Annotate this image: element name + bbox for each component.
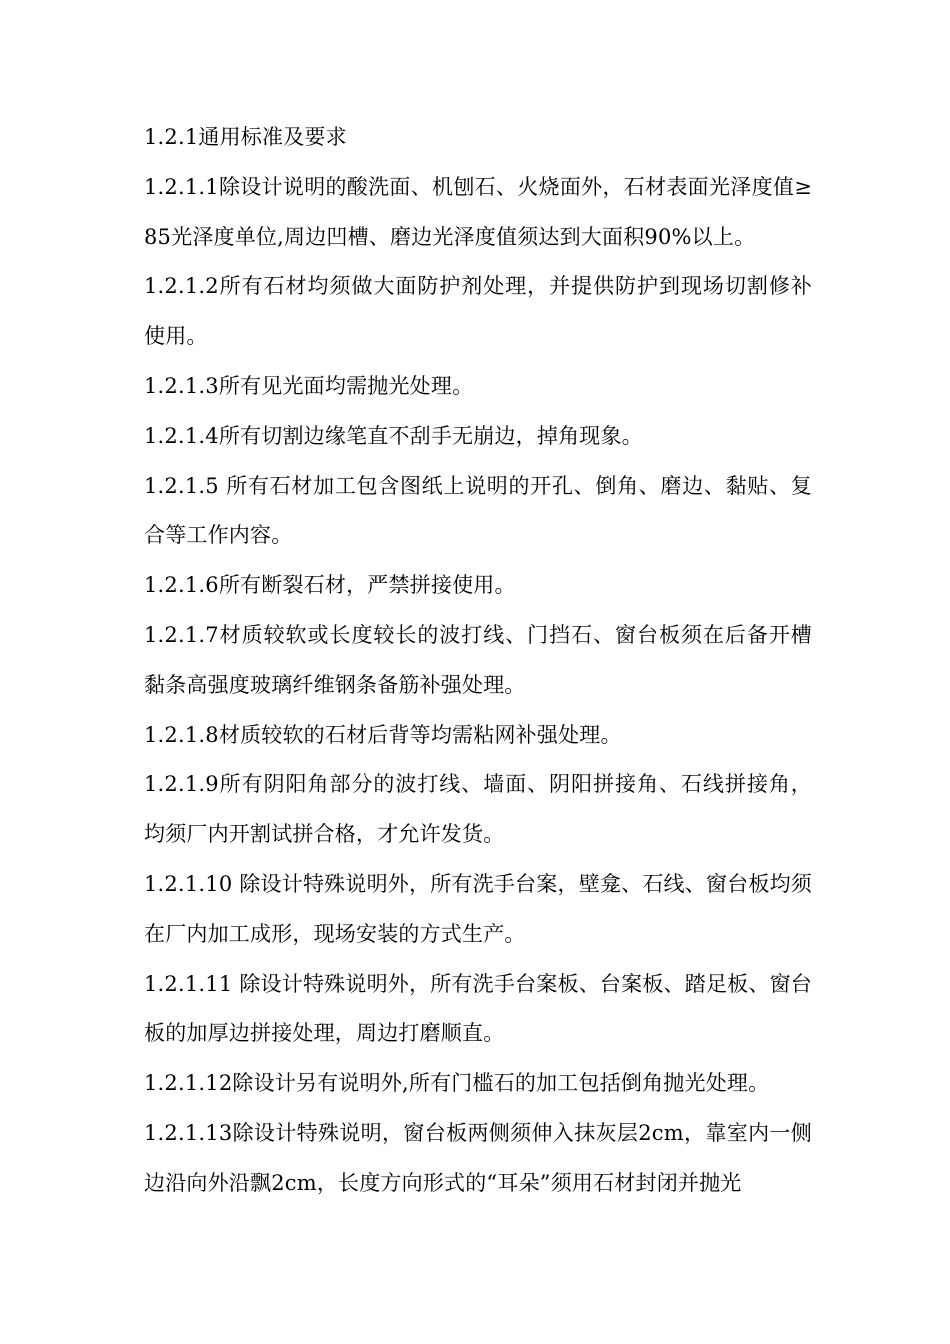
paragraph-1-2-1-13: 1.2.1.13除设计特殊说明，窗台板两侧须伸入抹灰层2cm，靠室内一侧边沿向外沿飘2cm，长度方向形式的“耳朵”须用石材封闭并抛光 [144, 1120, 812, 1195]
paragraph-1-2-1-8: 1.2.1.8材质较软的石材后背等均需粘网补强处理。 [144, 722, 622, 747]
section-heading: 1.2.1通用标准及要求 [144, 125, 347, 149]
paragraph-1-2-1-6: 1.2.1.6所有断裂石材，严禁拼接使用。 [144, 573, 516, 598]
paragraph-1-2-1-11: 1.2.1.11 除设计特殊说明外，所有洗手台案板、台案板、踏足板、窗台板的加厚边拼接处理，周边打磨顺直。 [144, 971, 812, 1046]
paragraph-1-2-1-4: 1.2.1.4所有切割边缘笔直不刮手无崩边，掉角现象。 [144, 423, 643, 448]
paragraph-1-2-1-3: 1.2.1.3所有见光面均需抛光处理。 [144, 373, 474, 398]
paragraph-1-2-1-7: 1.2.1.7材质较软或长度较长的波打线、门挡石、窗台板须在后备开槽黏条高强度玻璃纤维钢条备筋补强处理。 [144, 622, 812, 697]
paragraph-1-2-1-2: 1.2.1.2所有石材均须做大面防护剂处理，并提供防护到现场切割修补使用。 [144, 274, 812, 349]
document-body [144, 113, 812, 1209]
paragraph-1-2-1-1: 1.2.1.1除设计说明的酸洗面、机刨石、火烧面外，石材表面光泽度值≥85光泽度单位,周边凹槽、磨边光泽度值须达到大面积90%以上。 [144, 174, 812, 249]
paragraph-1-2-1-10: 1.2.1.10 除设计特殊说明外，所有洗手台案，壁龛、石线、窗台板均须在厂内加工成形，现场安装的方式生产。 [144, 871, 812, 946]
paragraph-1-2-1-5: 1.2.1.5 所有石材加工包含图纸上说明的开孔、倒角、磨边、黏贴、复合等工作内容。 [144, 473, 812, 548]
paragraph-1-2-1-12: 1.2.1.12除设计另有说明外,所有门槛石的加工包括倒角抛光处理。 [144, 1071, 770, 1096]
paragraph-1-2-1-9: 1.2.1.9所有阴阳角部分的波打线、墙面、阴阳拼接角、石线拼接角，均须厂内开割试拼合格，才允许发货。 [144, 772, 812, 847]
